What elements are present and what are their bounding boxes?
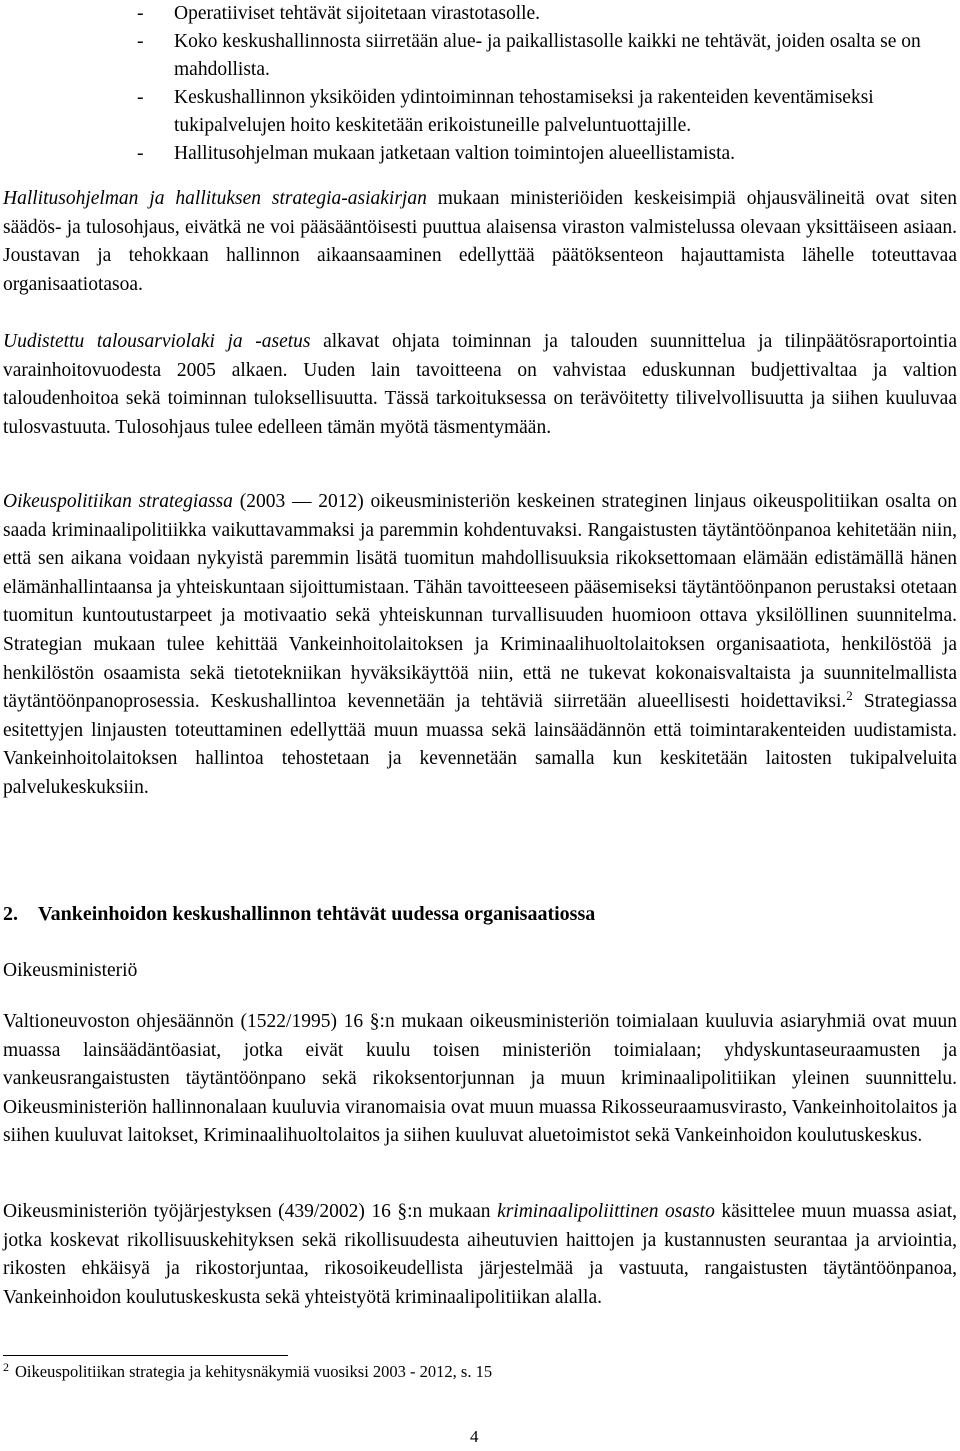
- paragraph-text: Oikeusministeriön työjärjestyksen (439/2002) 16 §:n mukaan: [3, 1201, 498, 1222]
- bullet-list: [137, 0, 957, 168]
- paragraph-budget-law: [3, 328, 957, 442]
- paragraph-text: alkavat ohjata toiminnan ja talouden suunnittelua ja tilinpäätösraportointia varainhoitovuodesta 2005 alkaen. Uuden lain tavoitteena on vahvistaa eduskunnan budjettivaltaa ja valtion taloudenhoitoa sekä toiminnan tuloksellisuutta. Tässä tarkoituksessa on terävöitetty tilivelvollisuutta ja siihen kuuluvaa tulosvastuuta. Tulosohjaus tulee edelleen tämän myötä täsmentymään.: [3, 331, 958, 438]
- bullet-text: Keskushallinnon yksiköiden ydintoiminnan tehostamiseksi ja rakenteiden keventämiseksi tukipalvelujen hoito keskitetään erikoistuneille palveluntuottajille.: [174, 87, 874, 136]
- bullet-text: Operatiiviset tehtävät sijoitetaan virastotasolle.: [174, 3, 541, 24]
- paragraph-emphasis: Oikeuspolitiikan strategiassa: [3, 491, 233, 512]
- list-item: [137, 28, 957, 84]
- bullet-marker: -: [137, 31, 144, 52]
- section-number: 2.: [3, 903, 18, 925]
- footnote-separator: [3, 1355, 288, 1356]
- paragraph-emphasis: Hallitusohjelman ja hallituksen strategia-asiakirjan: [3, 188, 427, 209]
- paragraph-emphasis: Uudistettu talousarviolaki ja -asetus: [3, 331, 311, 352]
- subheading-ministry: Oikeusministeriö: [3, 960, 138, 981]
- bullet-marker: -: [137, 3, 144, 24]
- footnote-reference[interactable]: 2: [846, 688, 853, 704]
- paragraph-strategy-document: [3, 185, 957, 299]
- list-item: [137, 0, 957, 28]
- paragraph-text: Strategiassa esitettyjen linjausten toteuttaminen edellyttää muun muassa sekä lainsäädännön että toimintarakenteiden uudistamista. Vankeinhoitolaitoksen hallintoa tehostetaan ja kevennetään samalla kun keskitetään laitosten tukipalveluita palvelukeskuksiin.: [3, 691, 958, 798]
- paragraph-legal-policy-strategy: [3, 488, 957, 803]
- bullet-marker: -: [137, 87, 144, 108]
- footnote-number: 2: [3, 1360, 9, 1374]
- paragraph-rules-of-procedure: [3, 1198, 957, 1312]
- paragraph-text: (2003 — 2012) oikeusministeriön keskeinen strateginen linjaus oikeuspolitiikan osalta on saada kriminaalipolitiikka vaikuttavammaksi ja paremmin kohdentuvaksi. Rangaistusten täytäntöönpanoa kehitetään niin, että sen aikana voidaan nykyistä paremmin lisätä tuomitun mahdollisuuksia rikoksettomaan elämään edistämällä hänen elämänhallintaansa ja yhteiskuntaan sijoittumistaan. Tähän tavoitteeseen pääsemiseksi täytäntöönpanon perustaksi otetaan tuomitun kuntoutustarpeet ja motivaatio sekä yhteiskunnan turvallisuuden huomioon ottava yksilöllinen suunnitelma. Strategian mukaan tulee kehittää Vankeinhoitolaitoksen ja Kriminaalihuoltolaitoksen organisaatiota, henkilöstöä ja henkilöstön osaamista sekä tietotekniikan hyväksikäyttöä niin, että ne tukevat kokonaisvaltaista ja suunnitelmallista täytäntöönpanoprosessia. Keskushallintoa kevennetään ja tehtäviä siirretään alueellisesti hoidettaviksi.: [3, 491, 958, 713]
- footnote-text: Oikeuspolitiikan strategia ja kehitysnäkymiä vuosiksi 2003 - 2012, s. 15: [15, 1362, 493, 1381]
- paragraph-ministry-scope: [3, 1008, 957, 1151]
- paragraph-text: mukaan ministeriöiden keskeisimpiä ohjausvälineitä ovat siten säädös- ja tulosohjaus, eivätkä ne voi pääsääntöisesti puuttua alaisensa viraston valmistelussa olevaan yksittäiseen asiaan. Joustavan ja tehokkaan hallinnon aikaansaaminen edellyttää päätöksenteon hajauttamista lähelle toteuttavaa organisaatiotasoa.: [3, 188, 957, 295]
- section-title: Vankeinhoidon keskushallinnon tehtävät uudessa organisaatiossa: [38, 903, 596, 925]
- bullet-text: Hallitusohjelman mukaan jatketaan valtion toimintojen alueellistamista.: [174, 143, 736, 164]
- list-item: [137, 84, 957, 140]
- section-heading: [3, 900, 595, 928]
- bullet-marker: -: [137, 143, 144, 164]
- page-number: 4: [470, 1427, 479, 1446]
- bullet-text: Koko keskushallinnosta siirretään alue- ja paikallistasolle kaikki ne tehtävät, joiden osalta se on mahdollista.: [174, 31, 921, 80]
- paragraph-text: Valtioneuvoston ohjesäännön (1522/1995) 16 §:n mukaan oikeusministeriön toimialaan kuuluvia asiaryhmiä ovat muun muassa lainsäädäntöasiat, jotka eivät kuulu toisen ministeriön toimialaan; yhdyskuntaseuraamusten ja vankeusrangaistusten täytäntöönpano sekä rikoksentorjunnan ja muun kriminaalipolitiikan yleinen suunnittelu. Oikeusministeriön hallinnonalaan kuuluvia viranomaisia ovat muun muassa Rikosseuraamusvirasto, Vankeinhoitolaitos ja siihen kuuluvat laitokset, Kriminaalihuoltolaitos ja siihen kuuluvat aluetoimistot sekä Vankeinhoidon koulutuskeskus.: [3, 1011, 957, 1147]
- paragraph-text: käsittelee muun muassa asiat, jotka koskevat rikollisuuskehityksen sekä rikollisuudesta aiheutuvien haittojen ja kustannusten seurantaa ja arviointia, rikosten ehkäisyä ja rikostorjuntaa, rikosoikeudellista järjestelmää ja vastuuta, rangaistusten täytäntöönpanoa, Vankeinhoidon koulutuskeskusta sekä yhteistyötä kriminaalipolitiikan alalla.: [3, 1201, 957, 1308]
- paragraph-emphasis: kriminaalipoliittinen osasto: [497, 1201, 715, 1222]
- footnote: [3, 1360, 492, 1384]
- list-item: [137, 140, 957, 168]
